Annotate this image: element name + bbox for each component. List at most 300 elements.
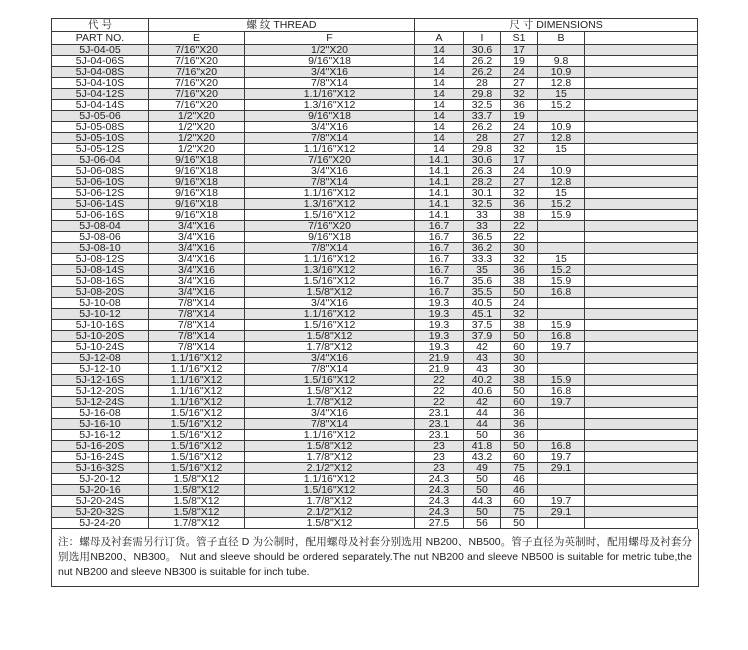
cell-dim-b: 9.8 (538, 56, 585, 67)
cell-thread-e: 1.5/8"X12 (149, 496, 245, 507)
table-row (52, 507, 698, 518)
cell-dim-b (538, 309, 585, 320)
cell-dim-b: 10.9 (538, 122, 585, 133)
col-header-b: B (538, 32, 585, 45)
cell-part-no: 5J-04-08S (52, 67, 149, 78)
cell-part-no: 5J-10-08 (52, 298, 149, 309)
cell-dim-a: 19.3 (415, 331, 464, 342)
cell-dim-b: 16.8 (538, 386, 585, 397)
cell-part-no: 5J-16-10 (52, 419, 149, 430)
cell-thread-e: 7/16"X20 (149, 78, 245, 89)
table-row (52, 45, 698, 56)
cell-dim-b (538, 243, 585, 254)
cell-part-no: 5J-16-08 (52, 408, 149, 419)
cell-dim-a: 14 (415, 78, 464, 89)
cell-dim-a: 14.1 (415, 155, 464, 166)
cell-dim-s1: 24 (501, 67, 538, 78)
cell-dim-b: 12.8 (538, 133, 585, 144)
table-row (52, 56, 698, 67)
cell-thread-e: 7/16"X20 (149, 89, 245, 100)
cell-part-no: 5J-10-20S (52, 331, 149, 342)
table-row (52, 331, 698, 342)
cell-thread-f: 7/8"X14 (245, 78, 415, 89)
cell-blank (585, 375, 698, 386)
cell-blank (585, 507, 698, 518)
cell-dim-a: 14 (415, 100, 464, 111)
cell-blank (585, 166, 698, 177)
cell-dim-a: 22 (415, 397, 464, 408)
col-header-f: F (245, 32, 415, 45)
table-row (52, 210, 698, 221)
cell-dim-i: 30.6 (464, 45, 501, 56)
cell-thread-f: 1.3/16"X12 (245, 100, 415, 111)
cell-blank (585, 133, 698, 144)
cell-thread-e: 1.5/16"X12 (149, 419, 245, 430)
cell-dim-b: 19.7 (538, 452, 585, 463)
cell-part-no: 5J-20-32S (52, 507, 149, 518)
cell-dim-i: 41.8 (464, 441, 501, 452)
cell-blank (585, 100, 698, 111)
cell-thread-e: 1.5/16"X12 (149, 452, 245, 463)
cell-thread-e: 1/2"X20 (149, 144, 245, 155)
table-row (52, 298, 698, 309)
table-row (52, 342, 698, 353)
cell-blank (585, 353, 698, 364)
cell-dim-i: 29.8 (464, 89, 501, 100)
cell-thread-e: 1.1/16"X12 (149, 375, 245, 386)
cell-dim-a: 19.3 (415, 298, 464, 309)
cell-dim-b: 15.2 (538, 100, 585, 111)
cell-thread-f: 7/8"X14 (245, 243, 415, 254)
cell-thread-e: 9/16"X18 (149, 210, 245, 221)
cell-part-no: 5J-06-04 (52, 155, 149, 166)
cell-thread-f: 3/4"X16 (245, 122, 415, 133)
table-row (52, 144, 698, 155)
cell-dim-b (538, 419, 585, 430)
cell-thread-f: 1.7/8"X12 (245, 397, 415, 408)
cell-dim-b: 15.9 (538, 276, 585, 287)
cell-thread-e: 7/16"X20 (149, 45, 245, 56)
cell-dim-a: 16.7 (415, 254, 464, 265)
cell-blank (585, 155, 698, 166)
cell-dim-s1: 36 (501, 100, 538, 111)
cell-thread-e: 1.5/8"X12 (149, 474, 245, 485)
cell-dim-i: 50 (464, 507, 501, 518)
cell-dim-b: 19.7 (538, 496, 585, 507)
cell-dim-a: 23.1 (415, 408, 464, 419)
dimension-table (51, 18, 698, 529)
cell-dim-i: 30.1 (464, 188, 501, 199)
cell-thread-e: 7/8"X14 (149, 331, 245, 342)
cell-dim-s1: 46 (501, 485, 538, 496)
cell-thread-f: 3/4"X16 (245, 408, 415, 419)
table-row (52, 320, 698, 331)
cell-dim-i: 50 (464, 430, 501, 441)
cell-dim-b: 15 (538, 89, 585, 100)
cell-dim-i: 44 (464, 419, 501, 430)
cell-thread-e: 7/16"X20 (149, 56, 245, 67)
cell-part-no: 5J-10-16S (52, 320, 149, 331)
cell-part-no: 5J-04-10S (52, 78, 149, 89)
cell-dim-i: 43 (464, 353, 501, 364)
cell-thread-f: 9/16"X18 (245, 232, 415, 243)
cell-dim-a: 23.1 (415, 419, 464, 430)
thread-header: 螺 纹 THREAD (149, 19, 415, 32)
cell-thread-f: 1.5/8"X12 (245, 287, 415, 298)
cell-part-no: 5J-10-24S (52, 342, 149, 353)
cell-dim-s1: 36 (501, 199, 538, 210)
cell-dim-a: 14 (415, 89, 464, 100)
cell-part-no: 5J-08-16S (52, 276, 149, 287)
cell-thread-f: 7/16"X20 (245, 221, 415, 232)
cell-blank (585, 496, 698, 507)
cell-dim-b (538, 155, 585, 166)
cell-dim-s1: 38 (501, 210, 538, 221)
cell-part-no: 5J-12-16S (52, 375, 149, 386)
cell-dim-i: 35.5 (464, 287, 501, 298)
cell-thread-f: 2.1/2"X12 (245, 463, 415, 474)
cell-dim-b: 10.9 (538, 67, 585, 78)
cell-dim-i: 35.6 (464, 276, 501, 287)
cell-dim-a: 14.1 (415, 177, 464, 188)
cell-blank (585, 111, 698, 122)
cell-dim-b: 16.8 (538, 331, 585, 342)
cell-part-no: 5J-08-06 (52, 232, 149, 243)
cell-dim-a: 22 (415, 386, 464, 397)
cell-thread-e: 1.1/16"X12 (149, 364, 245, 375)
cell-dim-b (538, 232, 585, 243)
cell-dim-s1: 60 (501, 496, 538, 507)
cell-part-no: 5J-04-06S (52, 56, 149, 67)
cell-thread-e: 1.5/8"X12 (149, 507, 245, 518)
cell-dim-a: 23 (415, 441, 464, 452)
cell-blank (585, 67, 698, 78)
cell-blank (585, 144, 698, 155)
cell-blank (585, 265, 698, 276)
cell-dim-s1: 32 (501, 144, 538, 155)
cell-thread-f: 1.3/16"X12 (245, 199, 415, 210)
cell-blank (585, 408, 698, 419)
cell-thread-f: 3/4"X16 (245, 353, 415, 364)
cell-part-no: 5J-12-24S (52, 397, 149, 408)
cell-dim-s1: 30 (501, 353, 538, 364)
table-row (52, 309, 698, 320)
cell-part-no: 5J-10-12 (52, 309, 149, 320)
cell-thread-e: 7/16"X20 (149, 100, 245, 111)
table-row (52, 353, 698, 364)
cell-dim-a: 24.3 (415, 474, 464, 485)
cell-dim-i: 29.8 (464, 144, 501, 155)
cell-dim-i: 33 (464, 210, 501, 221)
cell-blank (585, 474, 698, 485)
cell-thread-f: 2.1/2"X12 (245, 507, 415, 518)
table-row (52, 386, 698, 397)
cell-dim-i: 44.3 (464, 496, 501, 507)
table-row (52, 221, 698, 232)
cell-dim-s1: 32 (501, 188, 538, 199)
part-header-cn: 代 号 (52, 19, 149, 32)
cell-dim-b (538, 485, 585, 496)
cell-blank (585, 386, 698, 397)
cell-thread-f: 7/8"X14 (245, 177, 415, 188)
cell-dim-s1: 24 (501, 298, 538, 309)
cell-dim-i: 45.1 (464, 309, 501, 320)
cell-dim-a: 14 (415, 144, 464, 155)
cell-dim-i: 42 (464, 397, 501, 408)
cell-dim-i: 44 (464, 408, 501, 419)
cell-dim-a: 14.1 (415, 199, 464, 210)
cell-dim-b: 15.9 (538, 375, 585, 386)
cell-blank (585, 89, 698, 100)
cell-thread-f: 1.5/16"X12 (245, 375, 415, 386)
cell-dim-s1: 36 (501, 265, 538, 276)
cell-part-no: 5J-12-08 (52, 353, 149, 364)
cell-thread-e: 3/4"X16 (149, 221, 245, 232)
cell-blank (585, 485, 698, 496)
cell-part-no: 5J-24-20 (52, 518, 149, 529)
cell-thread-f: 1.5/16"X12 (245, 276, 415, 287)
cell-dim-s1: 75 (501, 507, 538, 518)
cell-dim-b (538, 221, 585, 232)
cell-dim-a: 14 (415, 56, 464, 67)
table-body (52, 45, 698, 529)
table-row (52, 166, 698, 177)
cell-part-no: 5J-06-12S (52, 188, 149, 199)
cell-thread-f: 1/2"X20 (245, 45, 415, 56)
cell-thread-f: 1.1/16"X12 (245, 254, 415, 265)
cell-thread-f: 1.3/16"X12 (245, 265, 415, 276)
cell-dim-b: 15.2 (538, 265, 585, 276)
cell-part-no: 5J-04-05 (52, 45, 149, 56)
cell-dim-a: 27.5 (415, 518, 464, 529)
cell-dim-a: 19.3 (415, 320, 464, 331)
table-row (52, 441, 698, 452)
cell-dim-b (538, 298, 585, 309)
cell-dim-s1: 60 (501, 452, 538, 463)
cell-part-no: 5J-05-12S (52, 144, 149, 155)
cell-part-no: 5J-05-10S (52, 133, 149, 144)
cell-thread-e: 7/8"X14 (149, 320, 245, 331)
cell-part-no: 5J-12-20S (52, 386, 149, 397)
cell-thread-f: 1.5/8"X12 (245, 518, 415, 529)
cell-part-no: 5J-05-08S (52, 122, 149, 133)
cell-dim-b (538, 430, 585, 441)
cell-thread-f: 1.5/8"X12 (245, 441, 415, 452)
cell-dim-b (538, 408, 585, 419)
cell-part-no: 5J-06-14S (52, 199, 149, 210)
cell-part-no: 5J-20-24S (52, 496, 149, 507)
cell-thread-e: 7/16"x20 (149, 67, 245, 78)
cell-part-no: 5J-04-12S (52, 89, 149, 100)
cell-dim-s1: 22 (501, 221, 538, 232)
table-row (52, 243, 698, 254)
cell-dim-s1: 36 (501, 408, 538, 419)
table-row (52, 188, 698, 199)
cell-dim-i: 26.2 (464, 122, 501, 133)
cell-dim-s1: 50 (501, 287, 538, 298)
cell-dim-s1: 38 (501, 320, 538, 331)
table-row (52, 177, 698, 188)
cell-dim-i: 28 (464, 78, 501, 89)
table-row (52, 89, 698, 100)
cell-thread-f: 3/4"X16 (245, 166, 415, 177)
cell-thread-e: 1.5/16"X12 (149, 408, 245, 419)
cell-thread-e: 3/4"X16 (149, 254, 245, 265)
cell-dim-i: 33.7 (464, 111, 501, 122)
cell-dim-a: 23 (415, 452, 464, 463)
cell-part-no: 5J-16-20S (52, 441, 149, 452)
cell-dim-i: 43.2 (464, 452, 501, 463)
cell-thread-e: 9/16"X18 (149, 188, 245, 199)
cell-part-no: 5J-08-12S (52, 254, 149, 265)
cell-thread-f: 1.1/16"X12 (245, 474, 415, 485)
cell-dim-b (538, 353, 585, 364)
cell-dim-s1: 22 (501, 232, 538, 243)
cell-dim-i: 50 (464, 474, 501, 485)
cell-thread-e: 9/16"X18 (149, 166, 245, 177)
cell-dim-a: 19.3 (415, 342, 464, 353)
cell-dim-s1: 36 (501, 419, 538, 430)
cell-blank (585, 342, 698, 353)
cell-blank (585, 441, 698, 452)
cell-thread-f: 1.5/8"X12 (245, 386, 415, 397)
table-row (52, 364, 698, 375)
cell-thread-e: 3/4"X16 (149, 232, 245, 243)
cell-blank (585, 452, 698, 463)
cell-part-no: 5J-05-06 (52, 111, 149, 122)
cell-dim-b: 16.8 (538, 441, 585, 452)
cell-blank (585, 287, 698, 298)
cell-dim-s1: 24 (501, 166, 538, 177)
cell-dim-b: 15.9 (538, 320, 585, 331)
cell-part-no: 5J-06-08S (52, 166, 149, 177)
cell-blank (585, 463, 698, 474)
cell-blank (585, 309, 698, 320)
cell-dim-a: 24.3 (415, 507, 464, 518)
cell-blank (585, 243, 698, 254)
cell-thread-e: 9/16"X18 (149, 199, 245, 210)
cell-dim-i: 35 (464, 265, 501, 276)
cell-part-no: 5J-08-20S (52, 287, 149, 298)
cell-dim-b (538, 474, 585, 485)
cell-thread-e: 1.1/16"X12 (149, 353, 245, 364)
table-row (52, 67, 698, 78)
cell-thread-e: 1.5/16"X12 (149, 430, 245, 441)
cell-dim-s1: 38 (501, 276, 538, 287)
cell-dim-b: 12.8 (538, 177, 585, 188)
cell-dim-a: 16.7 (415, 232, 464, 243)
cell-part-no: 5J-08-10 (52, 243, 149, 254)
cell-dim-s1: 24 (501, 122, 538, 133)
cell-dim-s1: 17 (501, 155, 538, 166)
cell-dim-b: 29.1 (538, 463, 585, 474)
cell-blank (585, 177, 698, 188)
cell-dim-a: 21.9 (415, 353, 464, 364)
table-row (52, 287, 698, 298)
cell-dim-b: 29.1 (538, 507, 585, 518)
cell-dim-s1: 60 (501, 342, 538, 353)
cell-dim-a: 14 (415, 122, 464, 133)
cell-dim-i: 40.2 (464, 375, 501, 386)
cell-dim-b: 15 (538, 144, 585, 155)
cell-dim-s1: 19 (501, 56, 538, 67)
cell-part-no: 5J-16-12 (52, 430, 149, 441)
spec-sheet (51, 18, 697, 587)
cell-thread-f: 3/4"X16 (245, 67, 415, 78)
cell-dim-b: 15 (538, 188, 585, 199)
cell-dim-i: 37.5 (464, 320, 501, 331)
cell-dim-i: 26.2 (464, 56, 501, 67)
cell-part-no: 5J-12-10 (52, 364, 149, 375)
table-row (52, 452, 698, 463)
part-header-en: PART NO. (52, 32, 149, 45)
cell-dim-a: 24.3 (415, 485, 464, 496)
cell-dim-b: 15.9 (538, 210, 585, 221)
table-row (52, 111, 698, 122)
cell-thread-f: 9/16"X18 (245, 56, 415, 67)
cell-dim-b: 15.2 (538, 199, 585, 210)
cell-dim-s1: 38 (501, 375, 538, 386)
table-row (52, 463, 698, 474)
cell-thread-e: 1/2"X20 (149, 133, 245, 144)
table-row (52, 254, 698, 265)
cell-dim-b: 16.8 (538, 287, 585, 298)
cell-dim-s1: 36 (501, 430, 538, 441)
cell-dim-a: 14.1 (415, 166, 464, 177)
table-row (52, 397, 698, 408)
cell-blank (585, 45, 698, 56)
cell-dim-b: 15 (538, 254, 585, 265)
cell-part-no: 5J-06-16S (52, 210, 149, 221)
col-header-e: E (149, 32, 245, 45)
table-row (52, 496, 698, 507)
cell-dim-i: 32.5 (464, 199, 501, 210)
cell-thread-f: 1.1/16"X12 (245, 144, 415, 155)
cell-thread-e: 3/4"X16 (149, 276, 245, 287)
cell-dim-b (538, 364, 585, 375)
cell-thread-f: 7/8"X14 (245, 364, 415, 375)
cell-blank (585, 320, 698, 331)
cell-dim-s1: 30 (501, 364, 538, 375)
cell-dim-a: 16.7 (415, 287, 464, 298)
cell-blank (585, 397, 698, 408)
cell-dim-a: 21.9 (415, 364, 464, 375)
cell-dim-a: 14 (415, 111, 464, 122)
cell-part-no: 5J-04-14S (52, 100, 149, 111)
cell-dim-i: 37.9 (464, 331, 501, 342)
cell-dim-i: 56 (464, 518, 501, 529)
cell-dim-a: 22 (415, 375, 464, 386)
cell-dim-a: 24.3 (415, 496, 464, 507)
cell-blank (585, 298, 698, 309)
cell-thread-f: 1.5/16"X12 (245, 320, 415, 331)
cell-dim-a: 16.7 (415, 265, 464, 276)
cell-dim-a: 14 (415, 133, 464, 144)
cell-dim-a: 16.7 (415, 276, 464, 287)
cell-part-no: 5J-16-32S (52, 463, 149, 474)
cell-dim-i: 28.2 (464, 177, 501, 188)
cell-thread-e: 3/4"X16 (149, 265, 245, 276)
cell-dim-s1: 27 (501, 133, 538, 144)
cell-thread-e: 3/4"X16 (149, 243, 245, 254)
cell-dim-s1: 19 (501, 111, 538, 122)
cell-part-no: 5J-06-10S (52, 177, 149, 188)
col-header-i: I (464, 32, 501, 45)
cell-thread-e: 1.1/16"X12 (149, 397, 245, 408)
cell-dim-s1: 32 (501, 254, 538, 265)
cell-blank (585, 210, 698, 221)
dimensions-header: 尺 寸 DIMENSIONS (415, 19, 698, 32)
